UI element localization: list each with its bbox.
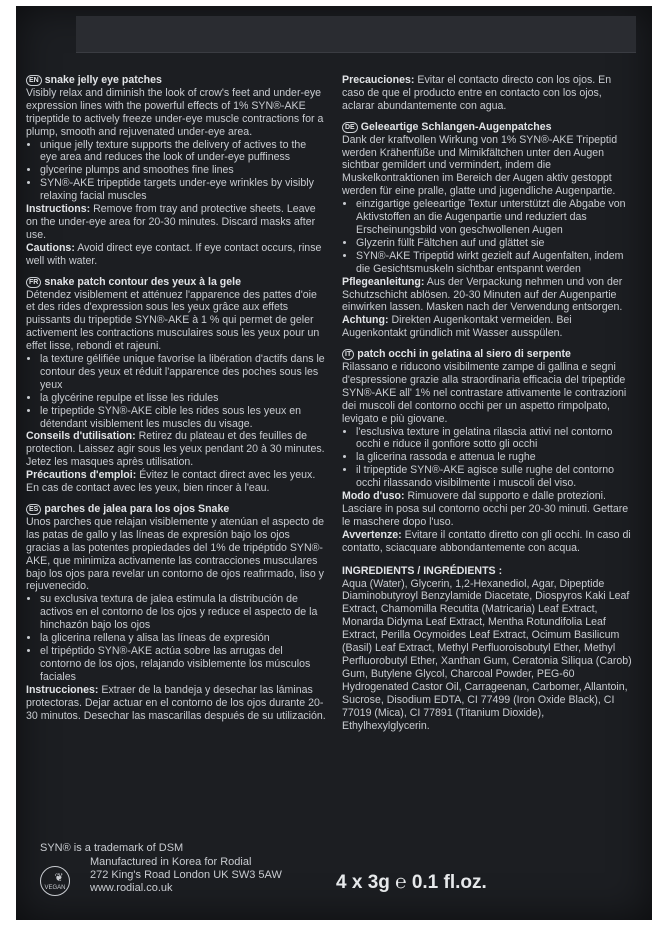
es-intro: Unos parches que relajan visiblemente y atenúan el aspecto de las patas de gallo y las líneas de expresión bajo los ojos gracias a las potentes propiedades del 1% de tripéptido SYN®-AKE, que minimiza activamente las contracciones musculares bajo los ojos para revelar un contorno de ojos reafirmado, liso y rejuvenecido. — [26, 515, 324, 593]
es-heading — [26, 503, 326, 516]
de-bullets — [342, 198, 632, 275]
de-instructions-label: Pflegeanleitung: — [342, 275, 425, 288]
en-bullets — [26, 139, 326, 204]
it-intro: Rilassano e riducono visibilmente zampe di gallina e segni d'espressione grazie alla straordinaria efficacia del tripeptide SYN®-AKE all' 1% nel contrastare attivamente le contrazioni dei muscoli del contorno occhi per un aspetto rimpolpato, levigato e più giovane. — [342, 361, 627, 425]
en-instructions-label: Instructions: — [26, 203, 91, 216]
it-bullets — [342, 426, 632, 491]
en-title: snake jelly eye patches — [44, 74, 162, 86]
es-bullet: • el tripéptido SYN®-AKE actúa sobre las arrugas del contorno de los ojos, relajando visiblemente los músculos faciales — [40, 645, 326, 684]
manufacturer-line: Manufactured in Korea for Rodial — [90, 856, 252, 868]
fr-bullets — [26, 353, 326, 430]
de-cautions — [342, 314, 632, 340]
net-weight: 4 x 3g ℮ 0.1 fl.oz. — [336, 872, 487, 893]
vegan-label: VEGAN — [44, 885, 66, 891]
fr-instructions-label: Conseils d'utilisation: — [26, 430, 136, 443]
it-cautions — [342, 529, 632, 555]
fr-lang-badge: FR — [26, 277, 41, 288]
vegan-badge — [40, 866, 70, 896]
es-bullet: • su exclusiva textura de jalea estimula la distribución de activos en el contorno de los ojos y reduce el aspecto de la hinchazón bajo los ojos — [40, 593, 326, 632]
it-bullet: • l'esclusiva texture in gelatina rilascia attivi nel contorno occhi e riduce il gonfiore sotto gli occhi — [356, 426, 632, 452]
it-cautions-text: Evitare il contatto diretto con gli occhi. In caso di contatto, sciacquare abbondantemente con acqua. — [342, 528, 631, 554]
fr-instructions-text: Retirez du plateau et des feuilles de protection. Laissez agir sous les yeux pendant 20 à 30 minutes. Jetez les masques après utilisation. — [26, 430, 325, 469]
de-intro: Dank der kraftvollen Wirkung von 1% SYN®-AKE Tripeptid werden Krähenfüße und Mimikfältchen unter den Augen sichtbar gemildert und vermindert, indem die Muskelkontraktionen im Bereich der Augen aktiv gestoppt werden für eine pralle, glatte und jugendliche Augenpartie. — [342, 133, 618, 198]
ingredients-list: Aqua (Water), Glycerin, 1,2-Hexanediol, Agar, Dipeptide Diaminobutyroyl Benzylamide Diacetate, Diospyros Kaki Leaf Extract, Chamomilla Recutita (Matricaria) Leaf Extract, Monarda Didyma Leaf Extract, Mentha Rotundifolia Leaf Extract, Perilla Ocymoides Leaf Extract, Ocimum Basilicum (Basil) Leaf Extract, Methyl Perfluoroisobutyl Ether, Methyl Perfluorobutyl Ether, Xanthan Gum, Ceratonia Siliqua (Carob) Gum, Butylene Glycol, Charcoal Powder, PEG-60 Hydrogenated Castor Oil, Carrageenan, Carbomer, Allantoin, Sucrose, Disodium EDTA, CI 77499 (Iron Oxide Black), CI 77019 (Mica), CI 77891 (Titanium Dioxide), Ethylhexylglycerin. — [342, 577, 632, 732]
es-instructions-label: Instrucciones: — [26, 683, 99, 696]
en-bullet: • SYN®-AKE tripeptide targets under-eye wrinkles by visibly relaxing facial muscles — [40, 177, 326, 203]
es-cautions-label: Precauciones: — [342, 74, 415, 86]
es-lang-badge: ES — [26, 504, 41, 515]
de-cautions-label: Achtung: — [342, 314, 389, 327]
en-bullet: • glycerine plumps and smoothes fine lines — [40, 164, 326, 177]
en-bullet: • unique jelly texture supports the delivery of actives to the eye area and reduces the look of under-eye puffiness — [40, 139, 326, 165]
de-bullet: • einzigartige geleeartige Textur unterstützt die Abgabe von Aktivstoffen an die Augenpartie und reduziert das Erscheinungsbild von geschwollenen Augen — [356, 198, 632, 237]
de-cautions-text: Direkten Augenkontakt vermeiden. Bei Augenkontakt gründlich mit Wasser ausspülen. — [342, 314, 572, 340]
it-instructions — [342, 490, 632, 529]
it-lang-badge: IT — [342, 349, 354, 360]
fr-cautions — [26, 469, 326, 495]
it-instructions-text: Rimuovere dal supporto e dalle protezioni. Lasciare in posa sul contorno occhi per 20-30 minuti. Gettare le maschere dopo l'uso. — [342, 490, 629, 528]
en-cautions — [26, 242, 326, 268]
left-column — [26, 74, 326, 722]
de-bullet: • Glyzerin füllt Fältchen auf und glättet sie — [356, 237, 632, 250]
trademark-note: SYN® is a trademark of DSM — [40, 842, 184, 854]
manufacturer-info — [90, 856, 282, 895]
fr-instructions — [26, 430, 326, 469]
es-instructions-text: Extraer de la bandeja y desechar las láminas protectoras. Dejar actuar en el contorno de los ojos durante 20-30 minutos. Desechar las mascarillas después de su utilización. — [26, 683, 326, 722]
en-heading — [26, 74, 326, 87]
right-column — [342, 74, 632, 732]
de-lang-badge: DE — [342, 122, 358, 133]
it-bullet: • il tripeptide SYN®-AKE agisce sulle rughe del contorno occhi rilassando visibilmente i muscoli del viso. — [356, 464, 632, 490]
website-line: www.rodial.co.uk — [90, 882, 173, 894]
en-lang-badge: EN — [26, 75, 42, 86]
de-title: Geleeartige Schlangen-Augenpatches — [360, 120, 552, 133]
it-heading — [342, 348, 632, 361]
en-instructions-text: Remove from tray and protective sheets. Leave on the under-eye area for 20-30 minutes. Discard masks after use. — [26, 203, 316, 241]
de-heading — [342, 121, 632, 134]
fr-title: snake patch contour des yeux à la gele — [44, 275, 241, 288]
es-instructions — [26, 684, 326, 723]
en-cautions-text: Avoid direct eye contact. If eye contact occurs, rinse well with water. — [26, 241, 322, 267]
en-cautions-label: Cautions: — [26, 241, 75, 254]
de-bullet: • SYN®-AKE Tripeptid wirkt gezielt auf Augenfalten, indem die Gesichtsmuskeln sichtbar entspannt werden — [356, 250, 632, 276]
it-title: patch occhi in gelatina al siero di serpente — [357, 348, 571, 361]
fr-bullet: • le tripeptide SYN®-AKE cible les rides sous les yeux en détendant visiblement les muscles du visage. — [40, 405, 326, 431]
fr-cautions-label: Précautions d'emploi: — [26, 469, 137, 482]
fr-intro: Détendez visiblement et atténuez l'apparence des pattes d'oie et des rides d'expression sous les yeux grâce aux effets puissants du tripeptide SYN®-AKE à 1 % qui permet de geler activement les contractions musculaires sous les yeux pour un effet lisse, rebondi et rajeuni. — [26, 288, 320, 353]
es-bullet: • la glicerina rellena y alisa las líneas de expresión — [40, 632, 326, 645]
fr-heading — [26, 276, 326, 289]
it-bullet: • la glicerina rassoda e attenua le rughe — [356, 451, 632, 464]
en-intro: Visibly relax and diminish the look of crow's feet and under-eye expression lines with the powerful effects of 1% SYN®-AKE tripeptide to actively freeze under-eye muscle contractions for a plump, smooth and rejuvenated under-eye area. — [26, 86, 324, 138]
box-flap — [76, 16, 636, 53]
en-instructions — [26, 203, 326, 242]
it-cautions-label: Avvertenze: — [342, 528, 402, 541]
de-instructions — [342, 276, 632, 315]
de-instructions-text: Aus der Verpackung nehmen und von der Schutzschicht ablösen. 20-30 Minuten auf der Augenpartie einwirken lassen. Masken nach der Verwendung entsorgen. — [342, 275, 623, 314]
fr-bullet: • la texture gélifiée unique favorise la libération d'actifs dans le contour des yeux et réduit l'apparence des poches sous les yeux — [40, 353, 326, 392]
fr-bullet: • la glycérine repulpe et lisse les ridules — [40, 392, 326, 405]
leaf-icon: ❦ — [54, 872, 64, 884]
es-cautions — [342, 74, 632, 113]
address-line: 272 King's Road London UK SW3 5AW — [90, 869, 282, 881]
es-cautions-text: Evitar el contacto directo con los ojos. En caso de que el producto entre en contacto con los ojos, aclarar abundantemente con agua. — [342, 74, 612, 112]
it-instructions-label: Modo d'uso: — [342, 490, 405, 503]
es-bullets — [26, 593, 326, 683]
fr-cautions-text: Évitez le contact direct avec les yeux. En cas de contact avec les yeux, bien rincer à l'eau. — [26, 469, 316, 495]
es-title: parches de jalea para los ojos Snake — [44, 503, 230, 515]
ingredients-title: INGREDIENTS / INGRÉDIENTS : — [342, 564, 503, 577]
